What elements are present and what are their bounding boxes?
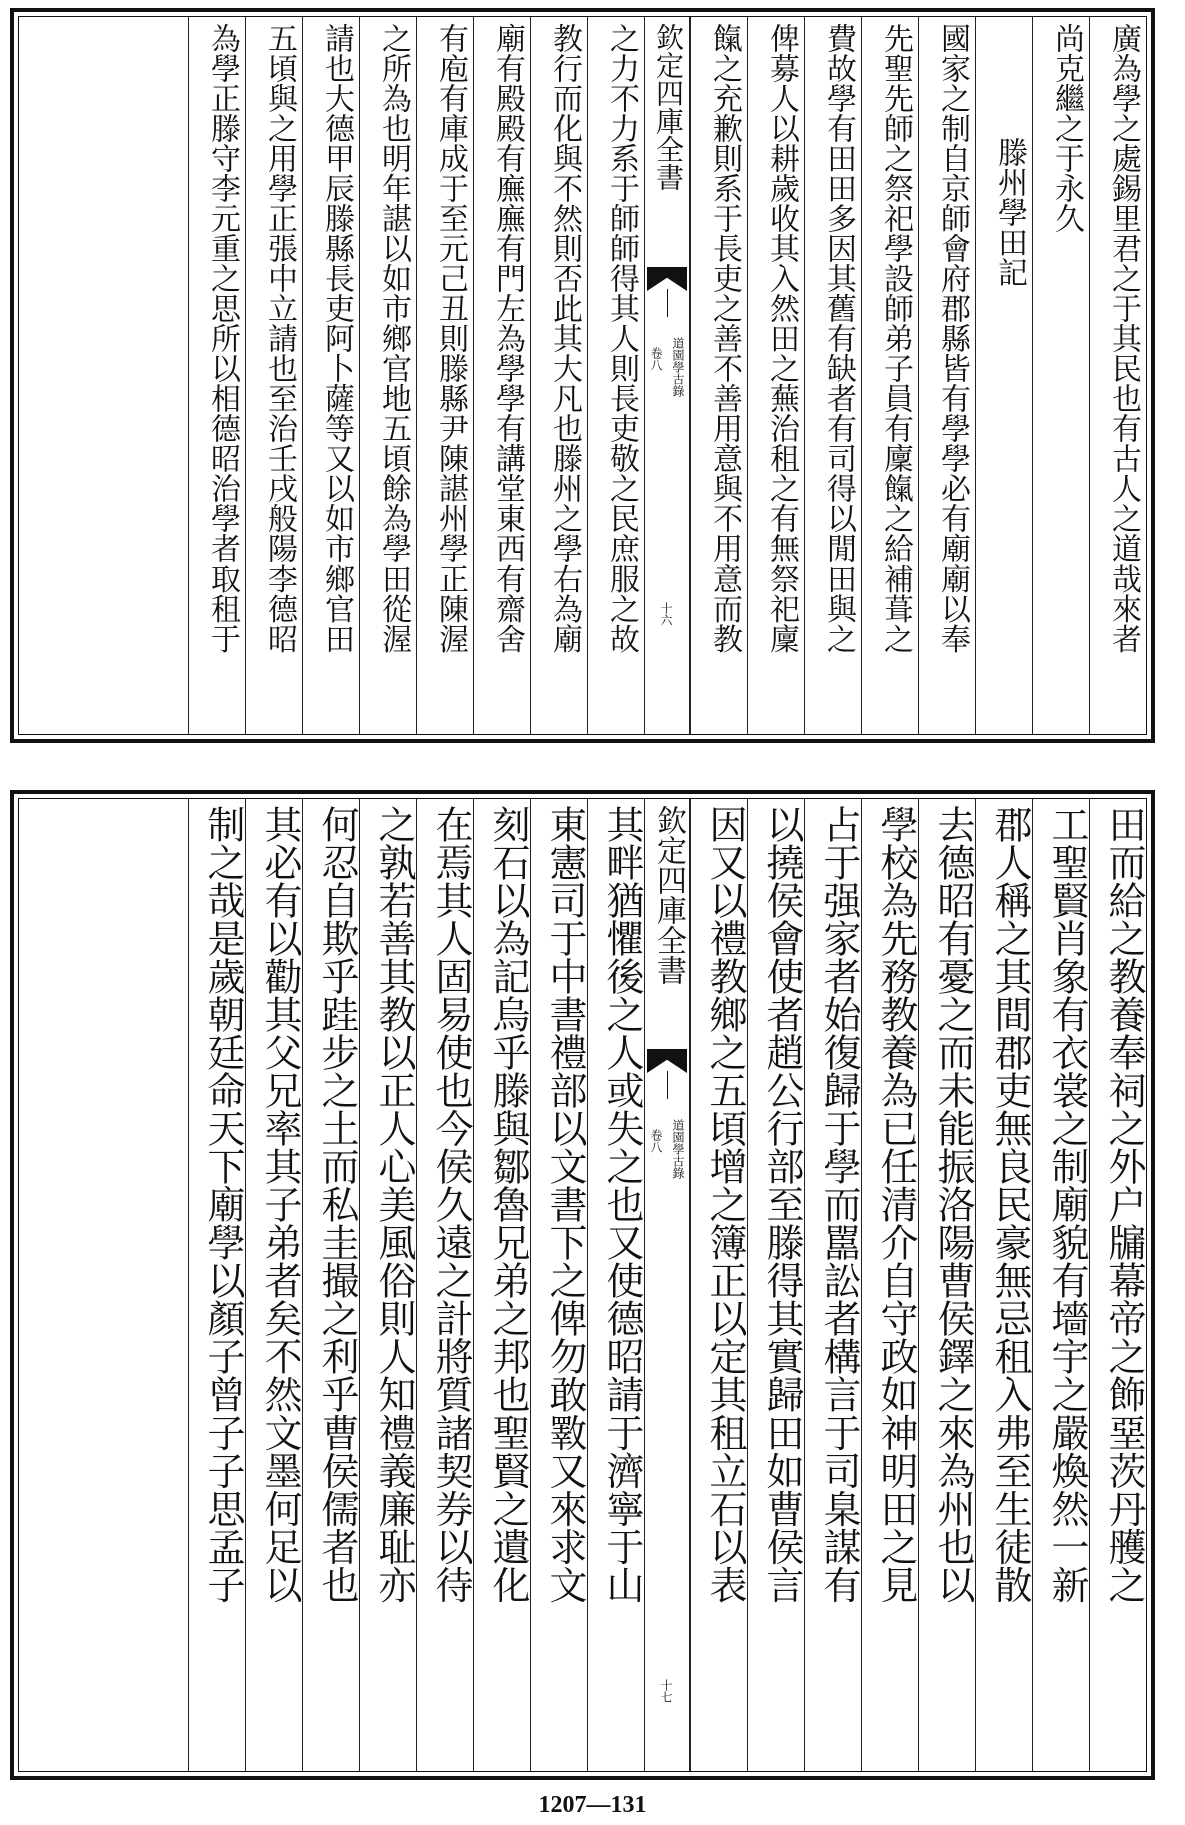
volume-label: 卷八	[649, 1129, 663, 1153]
top_page-right-column-7: 俾募人以耕歲收其入然田之蕪治租之有無祭祀廩	[747, 17, 804, 734]
collection-name: 道園學古錄	[671, 1119, 685, 1179]
top_page-left-column-3: 廟有殿殿有廡廡有門左為學學有講堂東西有齋舍	[473, 17, 530, 734]
bottom_page-left-column-7: 其必有以勸其父兄率其子弟者矣不然文墨何足以	[245, 799, 302, 1771]
top_page-right-column-8: 餼之充歉則系于長吏之善不善用意與不用意而教	[690, 17, 747, 734]
top_page-left-column-4: 有庖有庫成于至元己丑則滕縣尹陳諶州學正陳渥	[416, 17, 473, 734]
fish-tail-mark	[647, 1049, 687, 1073]
collection-name: 道園學古錄	[671, 337, 685, 397]
bottom_page-left-column-2: 東憲司于中書禮部以文書下之俾勿敢斁又來求文	[530, 799, 587, 1771]
top_page-left-column-6: 請也大德甲辰滕縣長吏阿卜薩等又以如市鄉官田	[302, 17, 359, 734]
top_page-right-column-2: 尚克繼之于永久	[1032, 17, 1089, 734]
book-title: 欽定四庫全書	[652, 23, 685, 191]
bottom_page-right-column-6: 占于强家者始復歸于學而嚚訟者構言于司臬謀有	[804, 799, 861, 1771]
top_page-center-gutter	[644, 17, 690, 734]
top_page-left-column-8: 為學正滕守李元重之思所以相德昭治學者取租于	[188, 17, 245, 734]
page-code: 1207—131	[538, 1792, 647, 1818]
top_page-right-column-3: 滕州學田記	[975, 17, 1032, 734]
top_page-left-column-5: 之所為也明年諶以如市鄉官地五頃餘為學田從渥	[359, 17, 416, 734]
top_page-left-column-1: 之力不力系于師師得其人則長吏敬之民庶服之故	[587, 17, 644, 734]
bottom_page-right-column-3: 郡人稱之其間郡吏無良民豪無忌租入弗至生徒散	[975, 799, 1032, 1771]
top_page-right-column-4: 國家之制自京師會府郡縣皆有學學必有廟廟以奉	[918, 17, 975, 734]
top_page-left-column-2: 教行而化與不然則否此其大凡也滕州之學右為廟	[530, 17, 587, 734]
fish-tail-line	[667, 1071, 668, 1099]
bottom_page-right-column-7: 以撓侯會使者趙公行部至滕得其實歸田如曹侯言	[747, 799, 804, 1771]
bottom_page-right-column-1: 田而給之教養奉祠之外户牖幕帝之飾堊茨丹雘之	[1089, 799, 1146, 1771]
bottom-page	[10, 790, 1155, 1780]
bottom_page-left-column-5: 之孰若善其教以正人心美風俗則人知禮義廉耻亦	[359, 799, 416, 1771]
top_page-right-column-5: 先聖先師之祭祀學設師弟子員有廩餼之給補葺之	[861, 17, 918, 734]
fish-tail-mark	[647, 267, 687, 291]
volume-label: 卷八	[649, 347, 663, 371]
top_page-right-column-6: 費故學有田田多因其舊有缺者有司得以閒田與之	[804, 17, 861, 734]
top-page	[10, 8, 1155, 743]
bottom_page-left-column-1: 其畔猶懼後之人或失之也又使德昭請于濟寧于山	[587, 799, 644, 1771]
leaf-number: 十七	[659, 1679, 673, 1703]
top-page-frame	[18, 16, 1147, 735]
leaf-number: 十六	[659, 602, 673, 626]
bottom-page-frame	[18, 798, 1147, 1772]
bottom_page-left-column-3: 刻石以為記烏乎滕與鄒魯兄弟之邦也聖賢之遺化	[473, 799, 530, 1771]
top_page-right-column-1: 廣為學之處錫里君之于其民也有古人之道哉來者	[1089, 17, 1146, 734]
book-title: 欽定四庫全書	[651, 805, 686, 985]
top_page-left-column-7: 五頃與之用學正張中立請也至治壬戌般陽李德昭	[245, 17, 302, 734]
bottom_page-right-column-4: 去德昭有憂之而未能振洛陽曹侯鐸之來為州也以	[918, 799, 975, 1771]
bottom_page-right-column-8: 因又以禮教鄉之五頃增之簿正以定其租立石以表	[690, 799, 747, 1771]
bottom_page-center-gutter	[644, 799, 690, 1771]
fish-tail-line	[667, 289, 668, 317]
bottom_page-right-column-5: 學校為先務教養為已任清介自守政如神明田之見	[861, 799, 918, 1771]
bottom_page-left-column-8: 制之哉是歲朝廷命天下廟學以顏子曾子子思孟子	[188, 799, 245, 1771]
bottom_page-left-column-6: 何忍自欺乎跬步之土而私圭撮之利乎曹侯儒者也	[302, 799, 359, 1771]
bottom_page-right-column-2: 工聖賢肖象有衣裳之制廟貌有墻宇之嚴煥然一新	[1032, 799, 1089, 1771]
bottom_page-left-column-4: 在焉其人固易使也今侯久遠之計將質諸契券以待	[416, 799, 473, 1771]
